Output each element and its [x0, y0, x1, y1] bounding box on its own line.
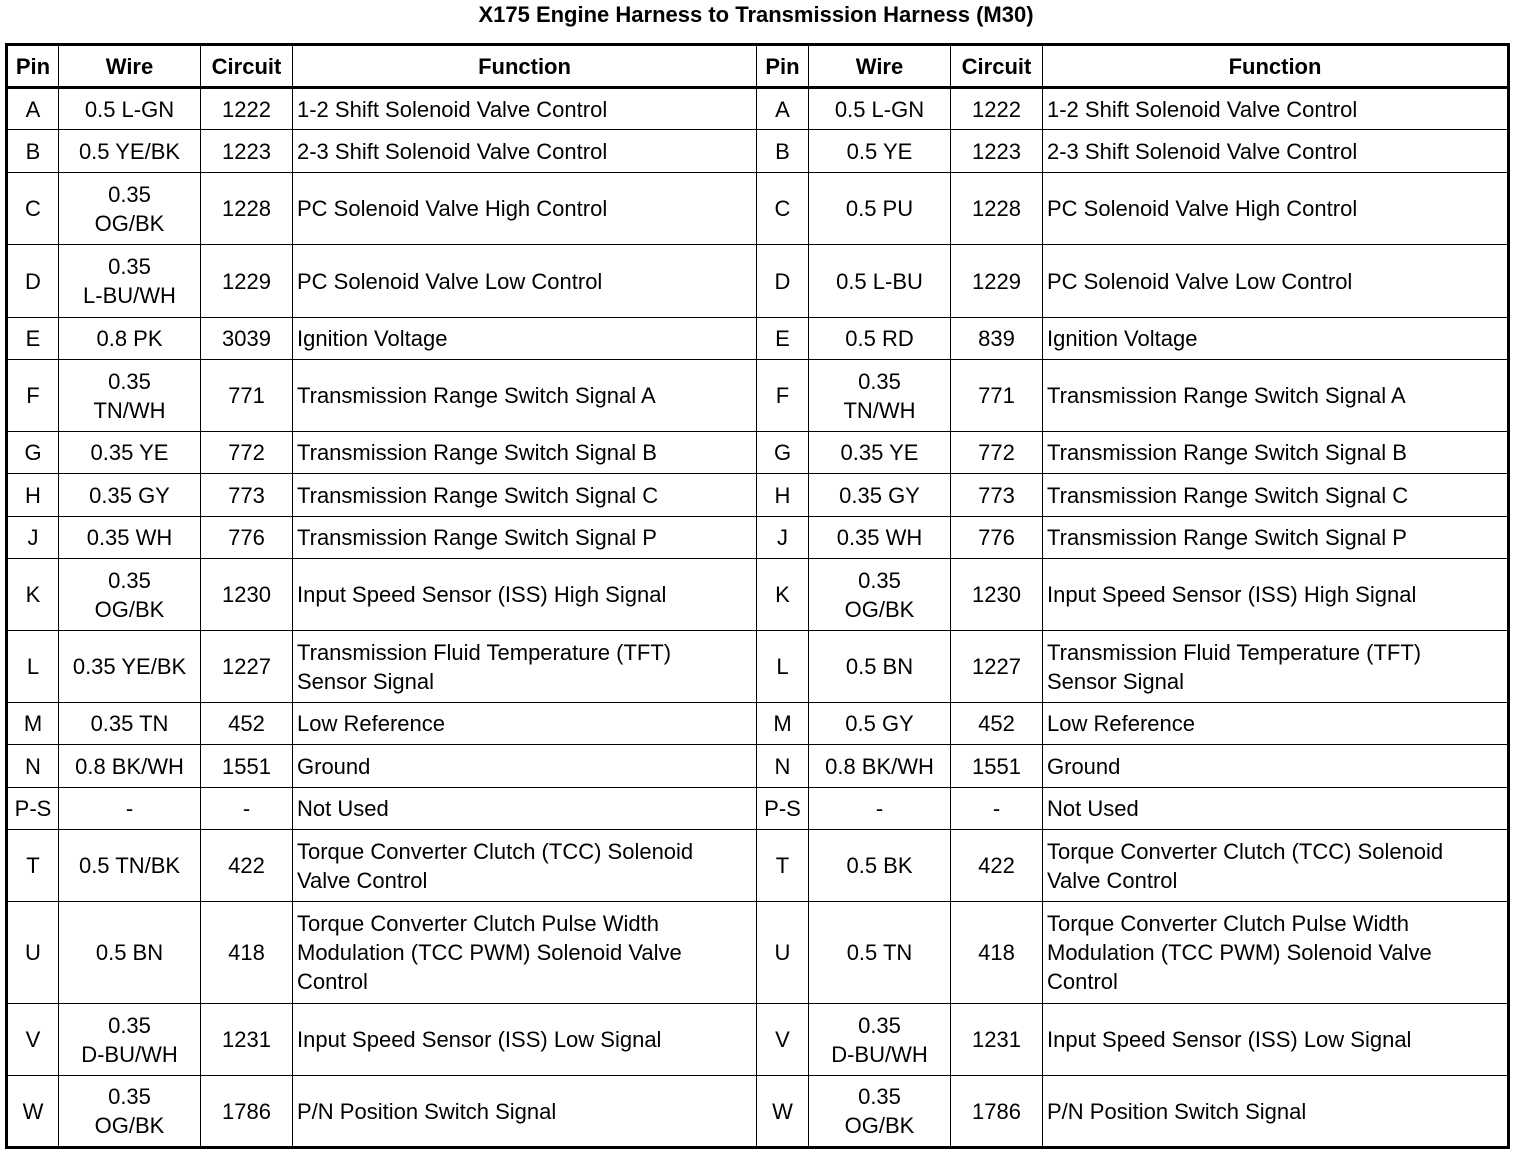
right-pin-cell: C: [757, 173, 809, 245]
left-pin-cell: M: [7, 703, 59, 745]
left-wire-cell: 0.35 WH: [59, 517, 201, 559]
table-row: [7, 360, 1509, 432]
left-wire-cell: 0.5 L-GN: [59, 88, 201, 130]
left-pin-cell: U: [7, 902, 59, 1004]
left-circuit-cell: 771: [201, 360, 293, 432]
left-function-cell: Transmission Range Switch Signal A: [293, 360, 757, 432]
left-circuit-cell: 776: [201, 517, 293, 559]
left-wire-cell: 0.35 TN: [59, 703, 201, 745]
right-wire-cell: 0.5 L-BU: [809, 245, 951, 318]
left-pin-cell: C: [7, 173, 59, 245]
left-function-cell: 2-3 Shift Solenoid Valve Control: [293, 130, 757, 173]
left-circuit-cell: 1551: [201, 745, 293, 788]
right-wire-cell: 0.8 BK/WH: [809, 745, 951, 788]
right-function-cell: Input Speed Sensor (ISS) High Signal: [1043, 559, 1509, 631]
right-function-cell: 2-3 Shift Solenoid Valve Control: [1043, 130, 1509, 173]
header-function: Function: [293, 45, 757, 88]
right-wire-cell: 0.5 RD: [809, 318, 951, 360]
left-wire-cell: 0.35 OG/BK: [59, 559, 201, 631]
right-circuit-cell: 1230: [951, 559, 1043, 631]
left-pin-cell: L: [7, 631, 59, 703]
table-row: [7, 902, 1509, 1004]
left-wire-cell: 0.35 YE: [59, 432, 201, 474]
left-function-cell: Input Speed Sensor (ISS) Low Signal: [293, 1004, 757, 1076]
right-pin-cell: A: [757, 88, 809, 130]
left-wire-cell: 0.5 YE/BK: [59, 130, 201, 173]
table-row: [7, 788, 1509, 830]
table-row: [7, 245, 1509, 318]
right-pin-cell: J: [757, 517, 809, 559]
left-function-cell: Ground: [293, 745, 757, 788]
right-pin-cell: W: [757, 1076, 809, 1148]
table-row: [7, 703, 1509, 745]
right-wire-cell: 0.35 D-BU/WH: [809, 1004, 951, 1076]
left-function-cell: PC Solenoid Valve High Control: [293, 173, 757, 245]
right-circuit-cell: 1227: [951, 631, 1043, 703]
left-pin-cell: F: [7, 360, 59, 432]
right-function-cell: 1-2 Shift Solenoid Valve Control: [1043, 88, 1509, 130]
right-pin-cell: B: [757, 130, 809, 173]
table-body: [7, 88, 1509, 1148]
table-row: [7, 517, 1509, 559]
header-circuit: Circuit: [201, 45, 293, 88]
left-circuit-cell: 422: [201, 830, 293, 902]
table-row: [7, 631, 1509, 703]
header-function: Function: [1043, 45, 1509, 88]
right-function-cell: Torque Converter Clutch (TCC) Solenoid Valve Control: [1043, 830, 1509, 902]
left-circuit-cell: 1230: [201, 559, 293, 631]
right-wire-cell: 0.5 L-GN: [809, 88, 951, 130]
right-pin-cell: U: [757, 902, 809, 1004]
right-function-cell: Transmission Range Switch Signal C: [1043, 474, 1509, 517]
left-circuit-cell: 772: [201, 432, 293, 474]
right-wire-cell: 0.5 BN: [809, 631, 951, 703]
left-function-cell: Ignition Voltage: [293, 318, 757, 360]
left-circuit-cell: 1222: [201, 88, 293, 130]
left-function-cell: Low Reference: [293, 703, 757, 745]
right-circuit-cell: 1222: [951, 88, 1043, 130]
right-pin-cell: D: [757, 245, 809, 318]
left-pin-cell: D: [7, 245, 59, 318]
left-function-cell: P/N Position Switch Signal: [293, 1076, 757, 1148]
right-circuit-cell: 418: [951, 902, 1043, 1004]
left-circuit-cell: 1229: [201, 245, 293, 318]
table-row: [7, 474, 1509, 517]
left-wire-cell: 0.35 D-BU/WH: [59, 1004, 201, 1076]
right-circuit-cell: 422: [951, 830, 1043, 902]
table-row: [7, 173, 1509, 245]
right-function-cell: Transmission Range Switch Signal P: [1043, 517, 1509, 559]
right-wire-cell: 0.35 WH: [809, 517, 951, 559]
right-circuit-cell: 1229: [951, 245, 1043, 318]
right-wire-cell: 0.5 GY: [809, 703, 951, 745]
right-pin-cell: F: [757, 360, 809, 432]
left-function-cell: Input Speed Sensor (ISS) High Signal: [293, 559, 757, 631]
right-circuit-cell: -: [951, 788, 1043, 830]
table-row: [7, 318, 1509, 360]
left-wire-cell: 0.35 L-BU/WH: [59, 245, 201, 318]
right-wire-cell: 0.35 TN/WH: [809, 360, 951, 432]
right-function-cell: Ignition Voltage: [1043, 318, 1509, 360]
right-circuit-cell: 1228: [951, 173, 1043, 245]
left-circuit-cell: 1228: [201, 173, 293, 245]
header-circuit: Circuit: [951, 45, 1043, 88]
table-row: [7, 559, 1509, 631]
left-circuit-cell: 3039: [201, 318, 293, 360]
header-wire: Wire: [59, 45, 201, 88]
right-function-cell: Ground: [1043, 745, 1509, 788]
right-wire-cell: 0.5 BK: [809, 830, 951, 902]
left-circuit-cell: 1223: [201, 130, 293, 173]
left-wire-cell: 0.8 PK: [59, 318, 201, 360]
left-function-cell: Torque Converter Clutch Pulse Width Modulation (TCC PWM) Solenoid Valve Control: [293, 902, 757, 1004]
right-circuit-cell: 1786: [951, 1076, 1043, 1148]
left-wire-cell: 0.5 BN: [59, 902, 201, 1004]
left-pin-cell: A: [7, 88, 59, 130]
page-title: X175 Engine Harness to Transmission Harness (M30): [478, 2, 1034, 27]
right-wire-cell: 0.5 TN: [809, 902, 951, 1004]
left-function-cell: Transmission Range Switch Signal B: [293, 432, 757, 474]
right-pin-cell: K: [757, 559, 809, 631]
left-wire-cell: 0.5 TN/BK: [59, 830, 201, 902]
left-wire-cell: 0.35 TN/WH: [59, 360, 201, 432]
right-function-cell: Input Speed Sensor (ISS) Low Signal: [1043, 1004, 1509, 1076]
right-wire-cell: 0.35 GY: [809, 474, 951, 517]
left-pin-cell: H: [7, 474, 59, 517]
right-pin-cell: V: [757, 1004, 809, 1076]
left-wire-cell: -: [59, 788, 201, 830]
right-function-cell: Not Used: [1043, 788, 1509, 830]
left-pin-cell: W: [7, 1076, 59, 1148]
left-circuit-cell: 773: [201, 474, 293, 517]
left-pin-cell: K: [7, 559, 59, 631]
right-wire-cell: 0.35 OG/BK: [809, 559, 951, 631]
right-pin-cell: H: [757, 474, 809, 517]
right-function-cell: P/N Position Switch Signal: [1043, 1076, 1509, 1148]
left-wire-cell: 0.8 BK/WH: [59, 745, 201, 788]
left-wire-cell: 0.35 GY: [59, 474, 201, 517]
right-wire-cell: 0.35 OG/BK: [809, 1076, 951, 1148]
right-function-cell: Transmission Range Switch Signal B: [1043, 432, 1509, 474]
left-circuit-cell: -: [201, 788, 293, 830]
right-circuit-cell: 1231: [951, 1004, 1043, 1076]
left-pin-cell: E: [7, 318, 59, 360]
left-pin-cell: N: [7, 745, 59, 788]
right-wire-cell: -: [809, 788, 951, 830]
right-wire-cell: 0.5 YE: [809, 130, 951, 173]
left-function-cell: Not Used: [293, 788, 757, 830]
table-row: [7, 130, 1509, 173]
left-wire-cell: 0.35 YE/BK: [59, 631, 201, 703]
table-row: [7, 432, 1509, 474]
right-circuit-cell: 1551: [951, 745, 1043, 788]
left-circuit-cell: 418: [201, 902, 293, 1004]
right-pin-cell: P-S: [757, 788, 809, 830]
right-circuit-cell: 452: [951, 703, 1043, 745]
left-wire-cell: 0.35 OG/BK: [59, 1076, 201, 1148]
header-pin: Pin: [7, 45, 59, 88]
right-wire-cell: 0.5 PU: [809, 173, 951, 245]
left-pin-cell: G: [7, 432, 59, 474]
header-pin: Pin: [757, 45, 809, 88]
table-row: [7, 88, 1509, 130]
table-row: [7, 830, 1509, 902]
left-function-cell: Transmission Fluid Temperature (TFT) Sensor Signal: [293, 631, 757, 703]
left-circuit-cell: 1786: [201, 1076, 293, 1148]
header-wire: Wire: [809, 45, 951, 88]
right-wire-cell: 0.35 YE: [809, 432, 951, 474]
left-pin-cell: B: [7, 130, 59, 173]
right-function-cell: Transmission Range Switch Signal A: [1043, 360, 1509, 432]
left-function-cell: Transmission Range Switch Signal C: [293, 474, 757, 517]
left-function-cell: Torque Converter Clutch (TCC) Solenoid Valve Control: [293, 830, 757, 902]
left-function-cell: 1-2 Shift Solenoid Valve Control: [293, 88, 757, 130]
right-pin-cell: N: [757, 745, 809, 788]
left-pin-cell: J: [7, 517, 59, 559]
right-function-cell: PC Solenoid Valve High Control: [1043, 173, 1509, 245]
right-pin-cell: E: [757, 318, 809, 360]
table-row: [7, 1004, 1509, 1076]
right-pin-cell: L: [757, 631, 809, 703]
left-circuit-cell: 1227: [201, 631, 293, 703]
right-function-cell: Low Reference: [1043, 703, 1509, 745]
left-pin-cell: P-S: [7, 788, 59, 830]
right-circuit-cell: 772: [951, 432, 1043, 474]
right-function-cell: PC Solenoid Valve Low Control: [1043, 245, 1509, 318]
right-pin-cell: M: [757, 703, 809, 745]
right-pin-cell: G: [757, 432, 809, 474]
table-row: [7, 745, 1509, 788]
right-circuit-cell: 839: [951, 318, 1043, 360]
right-circuit-cell: 1223: [951, 130, 1043, 173]
right-function-cell: Torque Converter Clutch Pulse Width Modulation (TCC PWM) Solenoid Valve Control: [1043, 902, 1509, 1004]
left-wire-cell: 0.35 OG/BK: [59, 173, 201, 245]
left-circuit-cell: 1231: [201, 1004, 293, 1076]
left-pin-cell: T: [7, 830, 59, 902]
right-function-cell: Transmission Fluid Temperature (TFT) Sensor Signal: [1043, 631, 1509, 703]
right-circuit-cell: 771: [951, 360, 1043, 432]
right-circuit-cell: 773: [951, 474, 1043, 517]
pinout-table: [5, 43, 1510, 1149]
table-row: [7, 1076, 1509, 1148]
left-pin-cell: V: [7, 1004, 59, 1076]
left-circuit-cell: 452: [201, 703, 293, 745]
left-function-cell: Transmission Range Switch Signal P: [293, 517, 757, 559]
right-pin-cell: T: [757, 830, 809, 902]
header-row: [7, 45, 1509, 88]
right-circuit-cell: 776: [951, 517, 1043, 559]
left-function-cell: PC Solenoid Valve Low Control: [293, 245, 757, 318]
